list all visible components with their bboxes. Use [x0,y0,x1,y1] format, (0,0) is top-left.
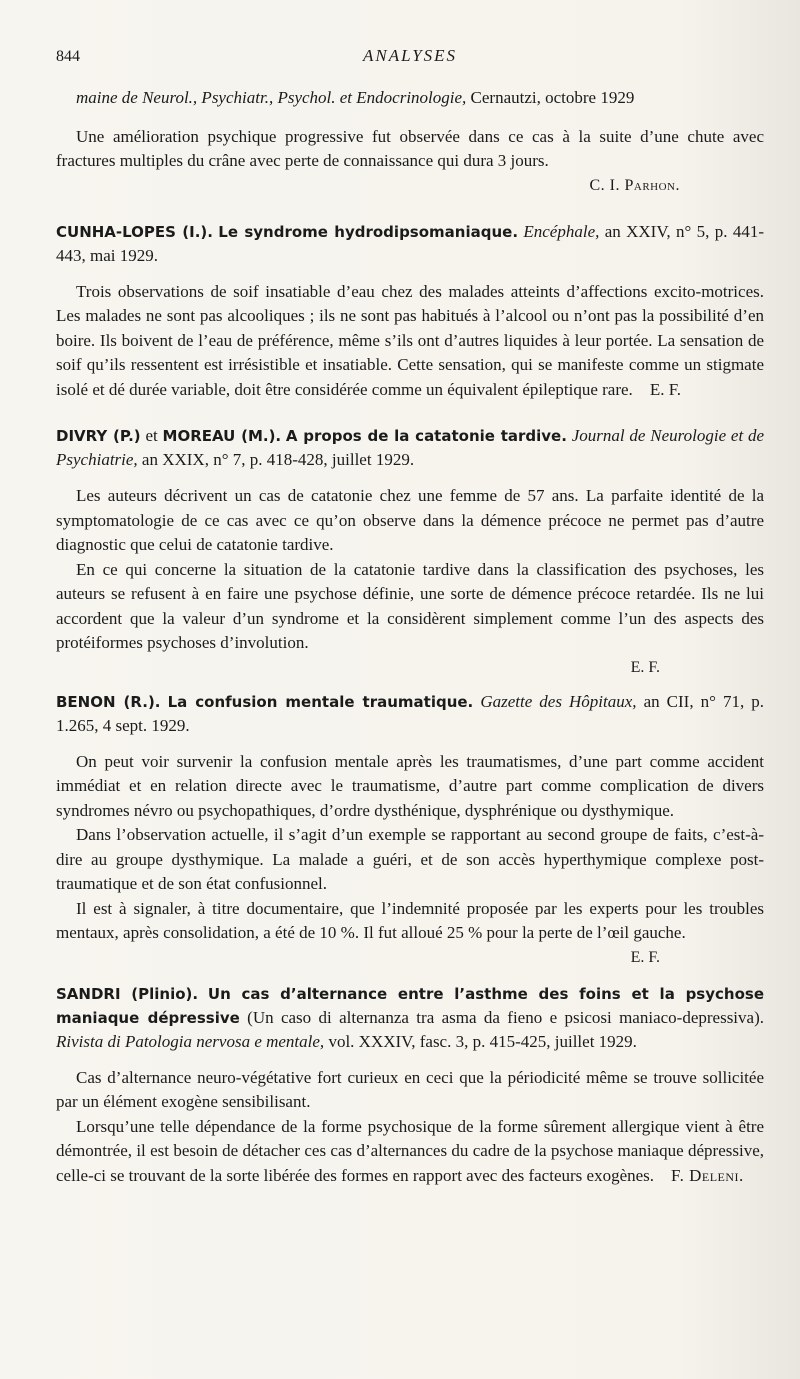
entry-journal: Gazette des Hôpitaux, [480,691,637,711]
entry-details: an CII, n° 71, p. 1.265, 4 sept. 1929. [56,691,765,735]
entry-citation [56,982,764,1054]
entry-cunha-lopes [56,220,764,403]
entry-divry-moreau [56,424,764,680]
entry-paragraph: Cas d’alternance neuro-végétative fort curieux en ceci que la périodicité même se trouve sollicitée par un élément exogène sensibilisant. [56,1067,764,1111]
entry-details: an XXIV, n° 5, p. 441-443, mai 1929. [56,221,764,265]
entry-journal: Rivista di Patologia nervosa e mentale, [56,1031,325,1051]
entry-paragraph: Dans l’observation actuelle, il s’agit d’un exemple se rapportant au second groupe de faits, c’est-à-dire au groupe dysthymique. La malade a guéri, et de son accès hyperthymique complexe post-traumatique et de son état confusionnel. [56,825,764,893]
entry-paragraph: En ce qui concerne la situation de la catatonie tardive dans la classification des psychoses, les auteurs se refusent à en faire une psychose définie, une sorte de démence précoce retardée. Ils ne lui accordent que la valeur d’un syndrome et la considèrent simplement comme l’un des aspects des protéiformes psychoses d’involution. [56,559,764,652]
entry-author-2: MOREAU (M.). [162,427,282,445]
intro-entry [56,86,764,198]
entry-paragraph: On peut voir survenir la confusion mentale après les traumatismes, d’une part comme accident immédiat et en relation directe avec le traumatisme, d’autre part comme complication de divers syndromes névro ou psychopathiques, d’ordre dysthénique, dysphrénique ou dysthymique. [56,751,764,820]
entry-author: DIVRY (P.) [56,427,141,445]
entry-signature: F. Deleni. [671,1165,744,1185]
entry-citation [56,220,764,268]
entry-sandri [56,982,764,1189]
entry-author: CUNHA-LOPES (I.). [56,222,213,241]
entry-signature: E. F. [630,948,660,966]
page-number: 844 [56,48,80,65]
entry-citation [56,424,764,472]
intro-body: Une amélioration psychique progressive fut observée dans ce cas à la suite d’une chute avec fractures multiples du crâne avec perte de connaissance qui dura 3 jours. [56,126,764,170]
entry-connector: et [140,426,163,445]
entry-paragraph: Il est à signaler, à titre documentaire, que l’indemnité proposée par les experts pour les troubles mentaux, après consolidation, a été de 10 %. Il fut alloué 25 % pour la perte de l’œil gauche. [56,898,764,942]
entry-signature: E. F. [649,379,682,399]
page-header [56,42,764,72]
entry-journal: Journal de Neurologie et de Psychiatrie, [56,426,765,469]
entry-benon [56,690,764,970]
entry-paragraph: Les auteurs décrivent un cas de catatonie chez une femme de 57 ans. La parfaite identité de la symptomatologie de ce cas avec ce qu’on observe dans la démence précoce ne permet pas d’autre diagnostic que celui de catatonie tardive. [56,486,764,554]
entry-title: La confusion mentale traumatique. [167,692,474,711]
entry-author: SANDRI (Plinio). [56,984,199,1003]
intro-journal: maine de Neurol., Psychiatr., Psychol. et Endocrinologie, [76,88,467,107]
intro-citation-continuation [56,86,764,111]
intro-details: Cernautzi, octobre 1929 [466,88,635,107]
entry-title: A propos de la catatonie tardive. [285,427,567,445]
entry-journal: Encéphale, [523,221,600,241]
entry-details: an XXIX, n° 7, p. 418-428, juillet 1929. [137,450,415,469]
entry-citation [56,690,764,738]
entry-title: Le syndrome hydrodipsomaniaque. [218,222,519,241]
entry-paragraph: Lorsqu’une telle dépendance de la forme psychosique de la forme sûrement allergique vient à être démontrée, il est besoin de détacher ces cas d’alternances du cadre de la psychose maniaque dépressive, celle-ci se trouvant de la sorte libérée des formes en rapport avec des facteurs exogènes. F. Deleni. [56,1116,764,1185]
intro-signature: C. I. Parhon. [589,176,680,194]
entry-paragraph: Trois observations de soif insatiable d’eau chez des malades atteints d’affections excito-motrices. Les malades ne sont pas alcooliques ; ils ne sont pas habitués à l’alcool ou n’ont pas la possibilité d’en boire. Ils boivent de l’eau de préférence, même s’ils ont d’autres liquides à leur portée. La sensation de soif qu’ils ressentent est irrésistible et insatiable. Cette sensation, qui se manifeste comme un stigmate isolé et dé durée variable, doit être considérée comme un équivalent épileptique rare. E. F. [56,281,764,399]
entry-signature: E. F. [630,658,660,676]
entry-title: Un cas d’alternance entre l’asthme des foins et la psychose maniaque dépressive [56,984,764,1027]
entry-subtitle: (Un caso di alternanza tra asma da fieno e psicosi maniaco-depressiva). [239,1007,764,1027]
entry-author: BENON (R.). [56,692,161,711]
running-title: ANALYSES [362,46,458,65]
entry-details: vol. XXXIV, fasc. 3, p. 415-425, juillet 1929. [324,1031,637,1051]
